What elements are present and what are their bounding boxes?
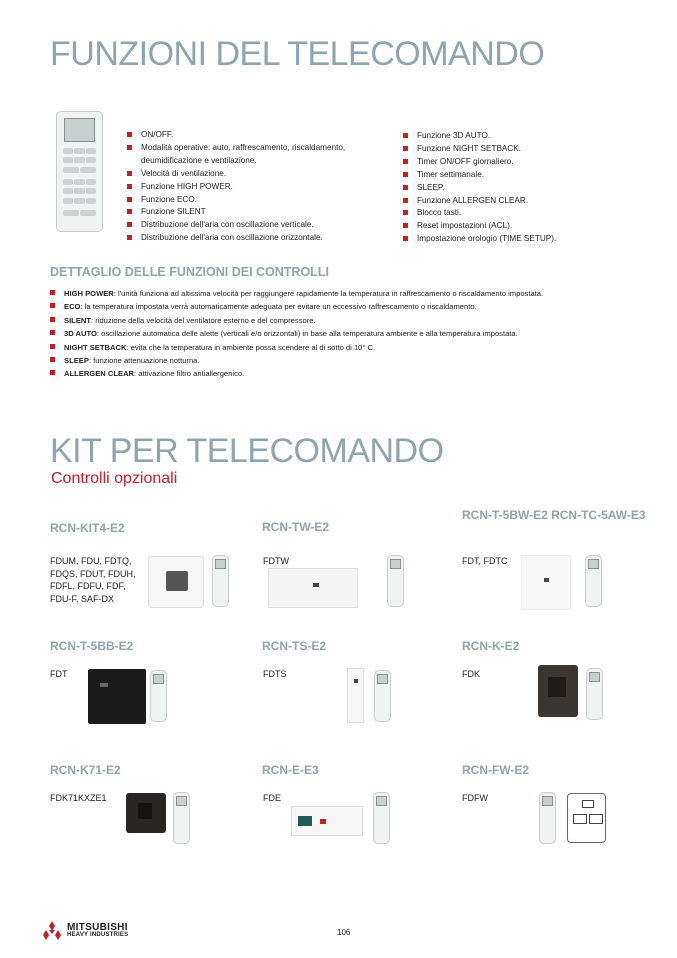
list-item: ALLERGEN CLEAR: attivazione filtro antiallergenico. — [50, 367, 630, 380]
remote-control-image — [539, 792, 556, 844]
list-item: Distribuzione dell'aria con oscillazione orizzontale. — [127, 232, 377, 245]
kit-units: FDFW — [462, 793, 488, 803]
receiver-panel-image — [347, 668, 364, 723]
list-item: Modalità operative: auto, raffrescamento, riscaldamento, deumidificazione e ventilazione. — [127, 142, 377, 168]
section-title-functions: FUNZIONI DEL TELECOMANDO — [50, 35, 545, 73]
kit-model: RCN-TW-E2 — [262, 520, 330, 534]
list-item: Funzione HIGH POWER. — [127, 181, 377, 194]
list-item: Blocco tasti. — [403, 207, 643, 220]
kit-units: FDTW — [263, 556, 289, 566]
mitsubishi-logo: MITSUBISHI HEAVY INDUSTRIES — [40, 921, 158, 941]
kit-model: RCN-T-5BW-E2 RCN-TC-5AW-E3 — [462, 508, 646, 522]
page-number: 106 — [337, 928, 351, 937]
section-subtitle: Controlli opzionali — [51, 470, 178, 487]
receiver-panel-image — [291, 806, 363, 836]
list-item: ON/OFF. — [127, 129, 377, 142]
list-item: SILENT: riduzione della velocità del ventilatore esterno e del compressore. — [50, 314, 630, 327]
remote-control-image — [585, 555, 602, 607]
details-heading: DETTAGLIO DELLE FUNZIONI DEI CONTROLLI — [50, 265, 329, 279]
list-item: Funzione NIGHT SETBACK. — [403, 143, 643, 156]
functions-list-1 — [127, 129, 377, 245]
details-list — [50, 287, 630, 381]
remote-control-image — [56, 111, 103, 232]
list-item: HIGH POWER: l'unità funziona ad altissima velocità per raggiungere rapidamente la temperatura in raffrescamento o riscaldamento impostata. — [50, 287, 630, 300]
receiver-panel-image — [88, 669, 146, 724]
kit-units: FDUM, FDU, FDTQ, FDQS, FDUT, FDUH, FDFL, FDFU, FDF, FDU-F, SAF-DX — [50, 556, 136, 604]
kit-units: FDT — [50, 669, 68, 679]
list-item: Impostazione orologio (TIME SETUP). — [403, 233, 643, 246]
receiver-module-image — [538, 665, 578, 717]
kit-model: RCN-KIT4-E2 — [50, 521, 125, 535]
remote-control-image — [373, 792, 390, 844]
list-item: Timer ON/OFF giornaliero. — [403, 156, 643, 169]
kit-units: FDE — [263, 793, 281, 803]
receiver-module-image — [126, 793, 166, 833]
kit-model: RCN-K-E2 — [462, 639, 520, 653]
list-item: SLEEP: funzione attenuazione notturna. — [50, 354, 630, 367]
remote-control-image — [586, 668, 603, 720]
receiver-panel-image — [268, 568, 358, 608]
list-item: SLEEP. — [403, 182, 643, 195]
remote-control-image — [173, 792, 190, 844]
list-item: Velocità di ventilazione. — [127, 168, 377, 181]
kit-model: RCN-FW-E2 — [462, 763, 530, 777]
remote-control-image — [212, 555, 229, 607]
section-title-kits: KIT PER TELECOMANDO — [50, 432, 444, 470]
remote-control-image — [387, 555, 404, 607]
list-item: Funzione 3D AUTO. — [403, 130, 643, 143]
wiring-diagram-image — [567, 793, 606, 843]
list-item: Reset impostazioni (ACL). — [403, 220, 643, 233]
kit-units: FDTS — [263, 669, 287, 679]
kit-model: RCN-TS-E2 — [262, 639, 327, 653]
kit-units: FDT, FDTC — [462, 556, 508, 566]
list-item: NIGHT SETBACK: evita che la temperatura in ambiente possa scendere al di sotto di 10° C. — [50, 341, 630, 354]
list-item: Funzione SILENT — [127, 206, 377, 219]
remote-control-image — [150, 670, 167, 722]
list-item: Timer settimanale. — [403, 169, 643, 182]
list-item: ECO: la temperatura impostata verrà automaticamente adeguata per evitare un eccessivo raffrescamento o riscaldamento. — [50, 300, 630, 313]
three-diamonds-icon — [40, 921, 64, 941]
kit-model: RCN-E-E3 — [262, 763, 319, 777]
kit-units: FDK71KXZE1 — [50, 793, 107, 803]
list-item: Distribuzione dell'aria con oscillazione verticale. — [127, 219, 377, 232]
kit-model: RCN-T-5BB-E2 — [50, 639, 134, 653]
wired-receiver-image — [148, 556, 204, 608]
functions-list-2 — [403, 130, 643, 246]
kit-model: RCN-K71-E2 — [50, 763, 121, 777]
receiver-panel-image — [521, 555, 571, 610]
kit-units: FDK — [462, 669, 480, 679]
list-item: 3D AUTO: oscillazione automatica delle alette (verticali e/o orizzontali) in base alla temperatura ambiente e alla temperatura impostata. — [50, 327, 630, 340]
list-item: Funzione ECO. — [127, 194, 377, 207]
remote-control-image — [374, 670, 391, 722]
list-item: Funzione ALLERGEN CLEAR. — [403, 195, 643, 208]
